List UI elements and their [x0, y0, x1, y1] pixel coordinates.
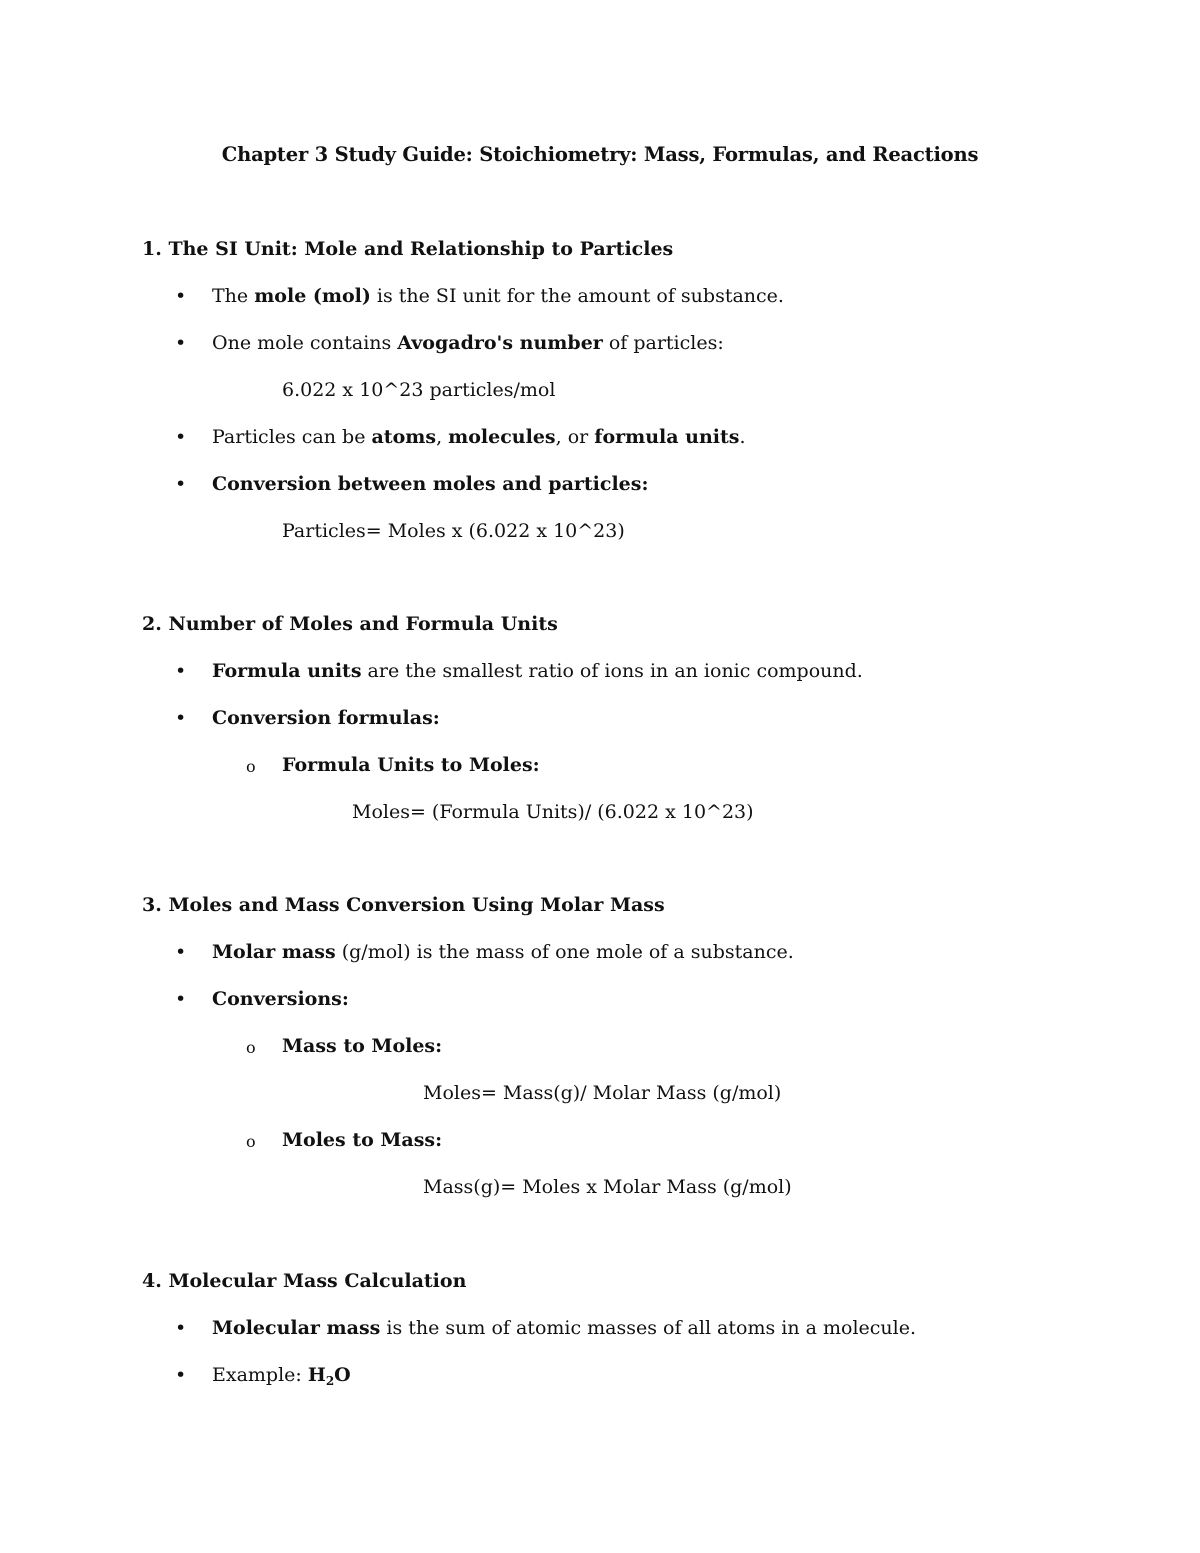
bullet-icon: • [175, 1364, 187, 1386]
avogadro-constant: 6.022 x 10^23 particles/mol [282, 379, 556, 401]
formula: Mass(g)= Moles x Molar Mass (g/mol) [423, 1176, 792, 1198]
chemical-formula: $H_2O$ [307, 1364, 351, 1388]
formula: Particles= Moles x (6.022 x 10^23) [282, 520, 625, 542]
section-2-heading: 2. Number of Moles and Formula Units [142, 613, 558, 635]
formula: Moles= Mass(g)/ Molar Mass (g/mol) [423, 1082, 782, 1104]
formula: Moles= (Formula Units)/ (6.022 x 10^23) [352, 801, 754, 823]
bullet-icon: • [175, 1317, 187, 1339]
section-4-heading: 4. Molecular Mass Calculation [142, 1270, 467, 1292]
bullet-icon: • [175, 332, 187, 354]
bullet-icon: • [175, 988, 187, 1010]
bullet-icon: • [175, 285, 187, 307]
section-3-heading: 3. Moles and Mass Conversion Using Molar Mass [142, 894, 665, 916]
bullet-icon: • [175, 941, 187, 963]
circle-bullet-icon: o [246, 757, 256, 776]
circle-bullet-icon: o [246, 1038, 256, 1057]
circle-bullet-icon: o [246, 1132, 256, 1151]
document-title: Chapter 3 Study Guide: Stoichiometry: Mass, Formulas, and Reactions [221, 143, 979, 166]
document-page: Chapter 3 Study Guide: Stoichiometry: Mass, Formulas, and Reactions 1. The SI Unit: Mole and Relationship to Particles • The mole (mol) is the SI unit for the amount of substance. • One mole contains Avogadro's number of particles: 6.022 x 10^23 particles/mol • Particles can be atoms, molecules, or formula units. • Conversion between moles and particles: Particles= Moles x (6.022 x 10^23) 2. Number of Moles and Formula Units • Formula units are the smallest ratio of ions in an ionic compound. • Conversion formulas: o Formula Units to Moles: Moles= (Formula Units)/ (6.022 x 10^23) 3. Moles and Mass Conversion Using Molar Mass • Molar mass (g/mol) is the mass of one mole of a substance. • Conversions: o Mass to Moles: Moles= Mass(g)/ Molar Mass (g/mol) o Moles to Mass: Mass(g)= Moles x Molar Mass (g/mol) 4. Molecular Mass Calculation • Molecular mass is the sum of atomic masses of all atoms in a molecule. • Example: $H_2O$ [0, 0, 1200, 1553]
bullet-icon: • [175, 707, 187, 729]
bullet-icon: • [175, 473, 187, 495]
bullet-icon: • [175, 660, 187, 682]
bullet-icon: • [175, 426, 187, 448]
section-1-heading: 1. The SI Unit: Mole and Relationship to Particles [142, 238, 674, 260]
